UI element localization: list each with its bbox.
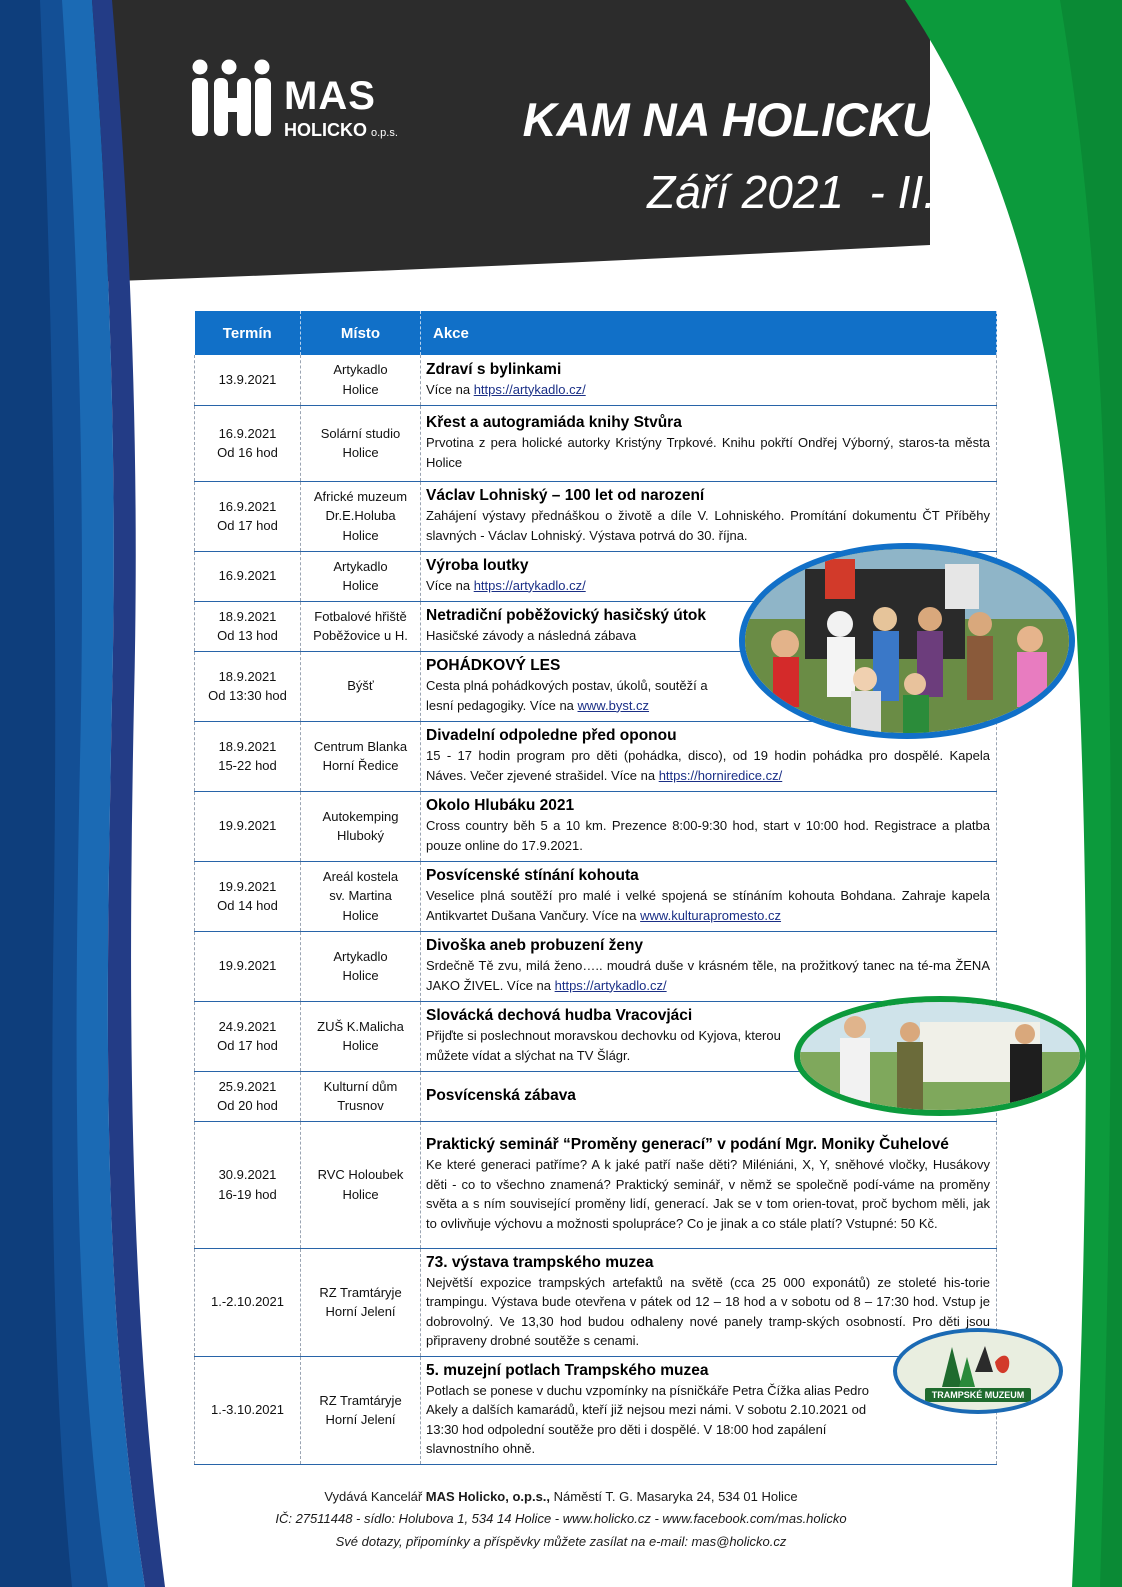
event-description	[426, 626, 726, 646]
date-line: 16.9.2021	[218, 498, 277, 514]
date-line: 16.9.2021	[218, 425, 277, 441]
event-description-text: Největší expozice trampských artefaktů na světě (cca 25 000 exponátů) ze stoleté his-torie trampingu. Výstava bude otevřena v pátek od 12 – 18 hod a v sobotu od 8 – 17:30 hod. Vstup je dobrovolný. Ve 13,30 hod budou odhaleny nové panely tramp-ských osobností. Pro děti jsou připraveny drobné soutěže s cenami.	[426, 1274, 990, 1348]
event-place	[301, 791, 421, 861]
place-line: Fotbalové hřiště	[314, 608, 407, 624]
event-details	[421, 405, 997, 481]
place-line: Artykadlo	[333, 362, 388, 378]
place-line: Holice	[342, 1186, 379, 1202]
date-line: 15-22 hod	[218, 758, 277, 773]
page-subtitle: Září 2021 - II.	[647, 166, 936, 218]
event-date	[195, 791, 301, 861]
event-place	[301, 1248, 421, 1356]
table-row	[195, 481, 997, 551]
date-line: 1.-2.10.2021	[210, 1294, 284, 1310]
place-line: Býšť	[347, 678, 374, 694]
event-title: 5. muzejní potlach Trampského muzea	[426, 1361, 709, 1379]
event-description-text: Prvotina z pera holické autorky Kristýny Trpkové. Knihu pokřtí Ondřej Výborný, staros-ta města Holice	[426, 435, 990, 470]
event-title: Křest a autogramiáda knihy Stvůra	[426, 414, 682, 431]
date-line: 19.9.2021	[218, 818, 277, 834]
place-line: Horní Jelení	[325, 1412, 396, 1427]
logo-holicko-text	[284, 120, 398, 143]
event-place	[301, 861, 421, 931]
event-description	[426, 676, 726, 715]
event-title: Zdraví s bylinkami	[426, 360, 562, 378]
date-line: Od 13:30 hod	[208, 688, 287, 703]
table-row	[195, 791, 997, 861]
brass-band-photo	[794, 996, 1086, 1116]
event-description	[426, 1026, 786, 1065]
event-date	[195, 355, 301, 405]
place-line: Horní Ředice	[322, 758, 399, 773]
place-line: RZ Tramtáryje	[319, 1392, 402, 1408]
col-termin: Termín	[195, 311, 301, 355]
event-title: Slovácká dechová hudba Vracovjáci	[426, 1007, 693, 1024]
footer-line1-pre: Vydává Kancelář	[324, 1489, 426, 1504]
event-description-text: Ke které generaci patříme? A k jaké patří naše děti? Miléniáni, X, Y, sněhové vločky, Husákovy děti - co to všechno znamená? Praktický seminář, v němž se společně podí-váme na proměny světa a s ním související proměny lidí, generací. Jak se v tom orien-tovat, proč bychom měli, jak to ovlivňuje výchovu a možnosti spolupráce? Co je jinak a co stále platí? Vstupné: 50 Kč.	[426, 1157, 990, 1231]
event-description	[426, 380, 990, 400]
place-line: Kulturní dům	[323, 1078, 398, 1094]
logo-figures-icon	[190, 58, 280, 142]
event-place	[301, 1356, 421, 1464]
table-row	[195, 355, 997, 405]
event-description	[426, 506, 990, 545]
date-line: 19.9.2021	[218, 958, 277, 974]
event-date	[195, 651, 301, 721]
page-title: KAM NA HOLICKU	[522, 93, 936, 146]
place-line: ZUŠ K.Malicha	[317, 1018, 404, 1034]
event-place	[301, 551, 421, 601]
place-line: sv. Martina	[329, 888, 392, 904]
event-description	[426, 956, 990, 995]
place-line: Holice	[342, 527, 379, 543]
fairytale-photo	[739, 543, 1075, 739]
event-description	[426, 746, 990, 785]
date-line: 19.9.2021	[218, 878, 277, 894]
place-line: Holice	[342, 578, 379, 593]
footer-address: Náměstí T. G. Masaryka 24, 534 01 Holice	[550, 1489, 798, 1504]
date-line: 18.9.2021	[218, 668, 277, 684]
event-date	[195, 601, 301, 651]
event-title: POHÁDKOVÝ LES	[426, 657, 561, 674]
footer-org: MAS Holicko, o.p.s.,	[425, 1489, 551, 1504]
event-details	[421, 791, 997, 861]
event-date	[195, 931, 301, 1001]
event-description-text: 15 - 17 hodin program pro děti (pohádka, disco), od 19 hodin pohádka pro dospělé. Kapela Náves. Večer zjevené strašidel. Více na	[426, 748, 990, 783]
event-details	[421, 1121, 997, 1248]
event-date	[195, 481, 301, 551]
place-line: Holice	[342, 445, 379, 460]
place-line: Horní Jelení	[325, 1304, 396, 1319]
table-row	[195, 405, 997, 481]
place-line: Artykadlo	[333, 948, 388, 964]
date-line: Od 14 hod	[217, 898, 278, 913]
place-line: Holice	[342, 907, 379, 923]
badge-text: TRAMPSKÉ MUZEUM	[931, 1390, 1025, 1400]
event-date	[195, 721, 301, 791]
event-title: Posvícenské stínání kohouta	[426, 867, 639, 884]
event-title: Výroba loutky	[426, 556, 529, 574]
event-place	[301, 355, 421, 405]
event-description-text: Potlach se ponese v duchu vzpomínky na písničkáře Petra Čížka alias Pedro Akely a dalších kamarádů, kteří již nejsou mezi námi. V sobotu 2.10.2021 od 13:30 hod odpolední soutěže pro děti i dospělé. V 18:00 hod zapálení slavnostního ohně.	[426, 1382, 869, 1456]
event-details	[421, 355, 997, 405]
event-place	[301, 651, 421, 721]
table-body	[195, 355, 997, 1464]
event-date	[195, 1356, 301, 1464]
date-line: Od 17 hod	[217, 518, 278, 533]
event-link[interactable]: https://artykadlo.cz/	[473, 577, 586, 593]
event-title: Divadelní odpoledne před oponou	[426, 727, 677, 744]
date-line: 24.9.2021	[218, 1018, 277, 1034]
event-place	[301, 1001, 421, 1071]
date-line: Od 16 hod	[217, 445, 278, 460]
table-header	[195, 311, 997, 355]
event-title: Okolo Hlubáku 2021	[426, 797, 575, 814]
event-date	[195, 405, 301, 481]
place-line: Solární studio	[320, 425, 401, 441]
event-description	[426, 1155, 990, 1233]
event-date	[195, 1248, 301, 1356]
place-line: Artykadlo	[333, 558, 388, 574]
event-title: Václav Lohniský – 100 let od narození	[426, 487, 705, 504]
event-description-text: Více na	[426, 381, 474, 397]
event-date	[195, 861, 301, 931]
event-place	[301, 1071, 421, 1121]
event-description	[426, 816, 990, 855]
place-line: Holice	[342, 381, 379, 397]
date-line: 18.9.2021	[218, 738, 277, 754]
tramp-museum-badge	[893, 1328, 1063, 1414]
place-line: Holice	[342, 968, 379, 983]
col-misto: Místo	[301, 311, 421, 355]
place-line: Africké muzeum	[313, 488, 408, 504]
event-date	[195, 551, 301, 601]
event-place	[301, 405, 421, 481]
logo-ops: o.p.s.	[371, 127, 398, 139]
date-line: Od 13 hod	[217, 628, 278, 643]
logo-mas-text: MAS	[284, 74, 376, 118]
event-place	[301, 601, 421, 651]
date-line: 16.9.2021	[218, 568, 277, 584]
date-line: 25.9.2021	[218, 1078, 277, 1094]
event-link[interactable]: https://artykadlo.cz/	[554, 977, 667, 993]
place-line: Poběžovice u H.	[313, 628, 408, 643]
event-place	[301, 481, 421, 551]
date-line: 1.-3.10.2021	[210, 1402, 284, 1418]
place-line: Dr.E.Holuba	[325, 508, 396, 524]
date-line: 30.9.2021	[218, 1167, 277, 1182]
place-line: Holice	[342, 1038, 379, 1053]
footer-line-1	[0, 1486, 1122, 1508]
event-description-text: Hasičské závody a následná zábava	[426, 627, 637, 643]
place-line: RZ Tramtáryje	[319, 1284, 402, 1300]
event-title: 73. výstava trampského muzea	[426, 1253, 654, 1271]
event-description	[426, 886, 990, 925]
date-line: Od 17 hod	[217, 1038, 278, 1053]
date-line: Od 20 hod	[217, 1098, 278, 1113]
event-date	[195, 1001, 301, 1071]
date-line: 18.9.2021	[218, 608, 277, 624]
event-place	[301, 931, 421, 1001]
event-place	[301, 1121, 421, 1248]
event-title: Posvícenská zábava	[426, 1086, 576, 1104]
event-place	[301, 721, 421, 791]
event-description-text: Cross country běh 5 a 10 km. Prezence 8:00-9:30 hod, start v 10:00 hod. Registrace a platba pouze online do 17.9.2021.	[426, 818, 990, 853]
place-line: Hluboký	[337, 828, 384, 843]
event-link[interactable]: www.kulturapromesto.cz	[640, 907, 782, 923]
events-table	[194, 311, 997, 1465]
event-description-text: Veselice plná soutěží pro malé i velké spojená se stínáním kohouta Bohdana. Zahraje kapela Antikvartet Dušana Vančury. Více na	[426, 888, 990, 923]
col-akce: Akce	[421, 311, 997, 355]
event-description-text: Přijďte si poslechnout moravskou dechovku od Kyjova, kterou můžete vídat a slýchat na TV Šlágr.	[426, 1028, 781, 1063]
event-title: Divoška aneb probuzení ženy	[426, 937, 644, 954]
mas-holicko-logo	[190, 58, 430, 148]
place-line: Areál kostela	[322, 868, 399, 884]
place-line: Trusnov	[337, 1098, 384, 1113]
event-details	[421, 931, 997, 1001]
event-description-text: Cesta plná pohádkových postav, úkolů, soutěží a lesní pedagogiky. Více na	[426, 678, 708, 713]
table-row	[195, 1248, 997, 1356]
event-date	[195, 1121, 301, 1248]
event-link[interactable]: https://horniredice.cz/	[658, 767, 783, 783]
table-row	[195, 1356, 997, 1464]
footer-line-3: Své dotazy, připomínky a příspěvky můžete zasílat na e-mail: mas@holicko.cz	[335, 1534, 787, 1549]
event-details	[421, 861, 997, 931]
event-description-text: Srdečně Tě zvu, milá ženo….. moudrá duše v krásném těle, na prožitkový tanec na té-ma ŽENA JAKO ŽIVEL. Více na	[426, 958, 990, 993]
event-link[interactable]: www.byst.cz	[577, 697, 650, 713]
footer-line-2: IČ: 27511448 - sídlo: Holubova 1, 534 14 Holice - www.holicko.cz - www.facebook.com/mas.holicko	[275, 1511, 847, 1526]
event-date	[195, 1071, 301, 1121]
table-row	[195, 931, 997, 1001]
event-description-text: Zahájení výstavy přednáškou o životě a díle V. Lohniského. Promítání dokumentu ČT Příběhy slavných - Václav Lohniský. Výstava potrvá do 30. října.	[426, 508, 990, 543]
event-title: Netradiční poběžovický hasičský útok	[426, 606, 706, 624]
place-line: Autokemping	[322, 808, 399, 824]
table-row	[195, 861, 997, 931]
date-line: 13.9.2021	[218, 372, 277, 387]
event-title: Praktický seminář “Proměny generací” v podání Mgr. Moniky Čuhelové	[426, 1136, 949, 1153]
event-description	[426, 1381, 886, 1459]
event-description-text: Více na	[426, 577, 474, 593]
date-line: 16-19 hod	[218, 1186, 277, 1202]
logo-holicko: HOLICKO	[284, 120, 367, 140]
place-line: Centrum Blanka	[313, 738, 408, 754]
place-line: RVC Holoubek	[317, 1167, 404, 1182]
table-row	[195, 1121, 997, 1248]
event-details	[421, 481, 997, 551]
event-link[interactable]: https://artykadlo.cz/	[473, 381, 586, 397]
event-description	[426, 433, 990, 472]
